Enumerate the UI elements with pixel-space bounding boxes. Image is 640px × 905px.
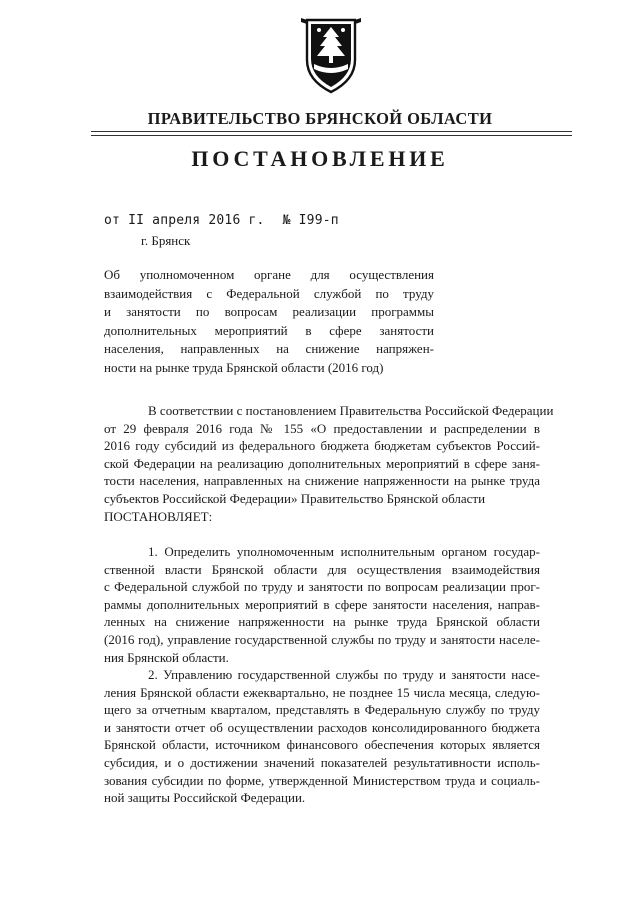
- paragraph-line: ственной власти Брянской области для осуществления взаимодействия: [104, 561, 540, 577]
- paragraph-line: ния Брянской области.: [104, 649, 229, 665]
- subject-line: взаимодействия с Федеральной службой по труду: [104, 285, 434, 301]
- document-title: ПОСТАНОВЛЕНИЕ: [191, 146, 449, 171]
- paragraph-line: субъектов Российской Федерации» Правительство Брянской области: [104, 490, 486, 506]
- document-date: II апреля 2016 г.: [128, 213, 265, 228]
- paragraph-line: щего за отчетным кварталом, представлять в Федеральную службу по труду: [104, 702, 540, 718]
- paragraph-line: ленных на снижение напряженности на рынке труда Брянской области: [104, 614, 540, 630]
- paragraph-line: от 29 февраля 2016 года № 155 «О предоставлении и распределении в: [104, 420, 540, 436]
- org-name: ПРАВИТЕЛЬСТВО БРЯНСКОЙ ОБЛАСТИ: [147, 109, 493, 128]
- city: г. Брянск: [141, 233, 191, 248]
- subject-line: и занятости по вопросам реализации программы: [104, 304, 434, 320]
- paragraph-line: раммы дополнительных мероприятий в сфере занятости населения, направ-: [104, 596, 540, 612]
- decree-keyword: ПОСТАНОВЛЯЕТ:: [104, 508, 213, 524]
- preamble-paragraph: [104, 402, 554, 525]
- paragraph-line: (2016 год), управление государственной службы по труду и занятости населе-: [104, 631, 540, 647]
- bryansk-coat-of-arms-icon: [297, 14, 365, 96]
- subject-line: дополнительных мероприятий в сфере занятости: [104, 322, 434, 338]
- item-1-paragraph: [104, 543, 540, 666]
- header-divider: [91, 135, 572, 136]
- header-divider: [91, 131, 572, 132]
- paragraph-line: 2. Управлению государственной службы по труду и занятости насе-: [148, 667, 540, 682]
- paragraph-line: 2016 году субсидий из федерального бюджета бюджетам субъектов Россий-: [104, 438, 540, 454]
- paragraph-line: с Федеральной службой по труду и занятости по вопросам реализации прог-: [104, 579, 540, 595]
- subject-line: ности на рынке труда Брянской области (2016 год): [104, 359, 384, 375]
- date-prefix: от: [104, 213, 121, 228]
- paragraph-line: зования субсидии по форме, утвержденной Министерством труда и социаль-: [104, 772, 540, 788]
- paragraph-line: тости населения, направленных на снижение напряженности на рынке труда: [104, 473, 540, 489]
- date-line: [104, 213, 339, 228]
- paragraph-line: ной защиты Российской Федерации.: [104, 790, 306, 806]
- paragraph-line: 1. Определить уполномоченным исполнительным органом государ-: [148, 544, 540, 559]
- paragraph-line: ской Федерации на реализацию дополнительных мероприятий в сфере заня-: [104, 455, 540, 471]
- paragraph-line: субсидия, и о достижении значений показателей результативности исполь-: [104, 754, 540, 770]
- subject-block: [104, 266, 434, 378]
- item-2-paragraph: [104, 666, 540, 807]
- paragraph-line: ления Брянской области ежеквартально, не позднее 15 числа месяца, следую-: [104, 684, 540, 700]
- document-number: № I99-п: [282, 213, 339, 228]
- subject-line: населения, направленных на снижение напряжен-: [104, 341, 434, 357]
- subject-line: Об уполномоченном органе для осуществления: [104, 267, 434, 282]
- paragraph-line: Брянской области, источником финансового обеспечения которых является: [104, 737, 540, 753]
- paragraph-line: В соответствии с постановлением Правительства Российской Федерации: [148, 403, 554, 418]
- paragraph-line: и занятости отчет об осуществлении расходов консолидированного бюджета: [104, 719, 540, 735]
